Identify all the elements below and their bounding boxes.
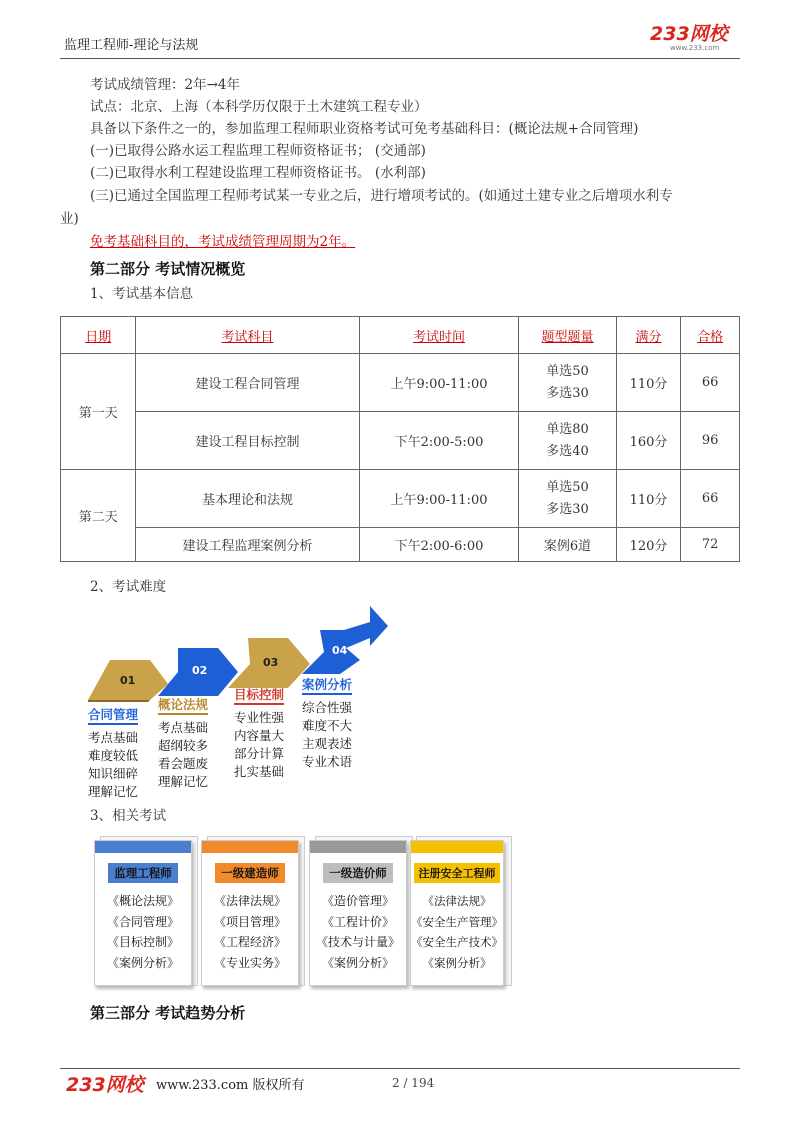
step-03-num: 03: [263, 656, 279, 669]
related-card-title: 一级造价师: [323, 863, 393, 883]
header-title: 监理工程师-理论与法规: [64, 38, 199, 53]
intro-line-1: 考试成绩管理：2年→4年: [90, 77, 240, 93]
intro-line-3: 具备以下条件之一的，参加监理工程师职业资格考试可免考基础科目：(概论法规+合同管理): [90, 121, 639, 137]
highlight-note: 免考基础科目的，考试成绩管理周期为2年。: [90, 234, 356, 250]
col-header-subject: 考试科目: [136, 317, 359, 354]
subsection-difficulty: 2、考试难度: [90, 579, 167, 595]
full-cell: 120分: [616, 528, 681, 562]
header-divider: [60, 58, 740, 59]
page-number: 2 / 194: [392, 1076, 435, 1090]
subject-cell: 建设工程目标控制: [136, 412, 359, 470]
logo-url: www.233.com: [670, 44, 720, 52]
subject-cell: 建设工程监理案例分析: [136, 528, 359, 562]
table-row: [61, 354, 740, 412]
pass-cell: 66: [681, 354, 740, 412]
intro-line-7: 业): [60, 211, 79, 227]
type-cell: 案例6道: [519, 528, 616, 562]
footer-copyright: www.233.com 版权所有: [156, 1078, 305, 1093]
col-header-full: 满分: [616, 317, 681, 354]
intro-line-6: (三)已通过全国监理工程师考试某一专业之后，进行增项考试的。(如通过土建专业之后增项水利专: [90, 188, 673, 204]
difficulty-head-4: 案例分析: [302, 675, 352, 695]
type-cell: 单选50 多选30: [519, 354, 616, 412]
intro-line-4: (一)已取得公路水运工程监理工程师资格证书； (交通部): [90, 143, 426, 159]
exam-info-table: [60, 316, 740, 562]
difficulty-col-2: 概论法规 考点基础 超纲较多 看会题废 理解记忆: [158, 697, 209, 789]
difficulty-col-1: 合同管理 考点基础 难度较低 知识细碎 理解记忆: [88, 707, 139, 799]
pass-cell: 72: [681, 528, 740, 562]
pass-cell: 96: [681, 412, 740, 470]
related-card-4: 注册安全工程师 《法律法规》 《安全生产管理》 《安全生产技术》 《案例分析》: [410, 840, 504, 986]
section-3-title: 第三部分 考试趋势分析: [90, 1004, 246, 1022]
day-cell: 第一天: [61, 354, 136, 470]
difficulty-col-4: 案例分析 综合性强 难度不大 主观表述 专业术语: [302, 677, 353, 769]
type-cell: 单选50 多选30: [519, 470, 616, 528]
step-04-num: 04: [332, 644, 348, 657]
intro-line-2: 试点：北京、上海（本科学历仅限于土木建筑工程专业）: [90, 99, 428, 115]
type-cell: 单选80 多选40: [519, 412, 616, 470]
subsection-related: 3、相关考试: [90, 808, 167, 824]
difficulty-col-3: 目标控制 专业性强 内容量大 部分计算 扎实基础: [234, 687, 285, 779]
subject-cell: 基本理论和法规: [136, 470, 359, 528]
svg-text:233网校: 233网校: [66, 1074, 144, 1096]
time-cell: 上午9:00-11:00: [359, 354, 519, 412]
col-header-type: 题型题量: [519, 317, 616, 354]
col-header-date: 日期: [61, 317, 136, 354]
footer-logo[interactable]: [66, 1072, 148, 1096]
full-cell: 160分: [616, 412, 681, 470]
related-card-title: 注册安全工程师: [414, 863, 500, 883]
time-cell: 下午2:00-6:00: [359, 528, 519, 562]
related-card-1: 监理工程师 《概论法规》 《合同管理》 《目标控制》 《案例分析》: [94, 840, 192, 986]
section-2-title: 第二部分 考试情况概览: [90, 260, 246, 278]
brand-logo[interactable]: [648, 22, 740, 52]
difficulty-head-1: 合同管理: [88, 705, 138, 725]
full-cell: 110分: [616, 354, 681, 412]
subject-cell: 建设工程合同管理: [136, 354, 359, 412]
col-header-pass: 合格: [681, 317, 740, 354]
table-row: [61, 528, 740, 562]
step-04-arrow: [302, 606, 388, 674]
time-cell: 上午9:00-11:00: [359, 470, 519, 528]
day-cell: 第二天: [61, 470, 136, 562]
logo-text: 233网校: [650, 23, 728, 45]
related-card-2: 一级建造师 《法律法规》 《项目管理》 《工程经济》 《专业实务》: [201, 840, 299, 986]
table-row: [61, 470, 740, 528]
subsection-basic-info: 1、考试基本信息: [90, 286, 194, 302]
time-cell: 下午2:00-5:00: [359, 412, 519, 470]
table-row: [61, 412, 740, 470]
related-card-title: 一级建造师: [215, 863, 285, 883]
related-card-title: 监理工程师: [108, 863, 178, 883]
footer-divider: [60, 1068, 740, 1069]
step-01-num: 01: [120, 674, 136, 687]
pass-cell: 66: [681, 470, 740, 528]
difficulty-head-3: 目标控制: [234, 685, 284, 705]
intro-line-5: (二)已取得水利工程建设监理工程师资格证书。 (水利部): [90, 165, 426, 181]
related-card-3: 一级造价师 《造价管理》 《工程计价》 《技术与计量》 《案例分析》: [309, 840, 407, 986]
col-header-time: 考试时间: [359, 317, 519, 354]
step-02-num: 02: [192, 664, 208, 677]
table-header-row: [61, 317, 740, 354]
difficulty-head-2: 概论法规: [158, 695, 208, 715]
full-cell: 110分: [616, 470, 681, 528]
